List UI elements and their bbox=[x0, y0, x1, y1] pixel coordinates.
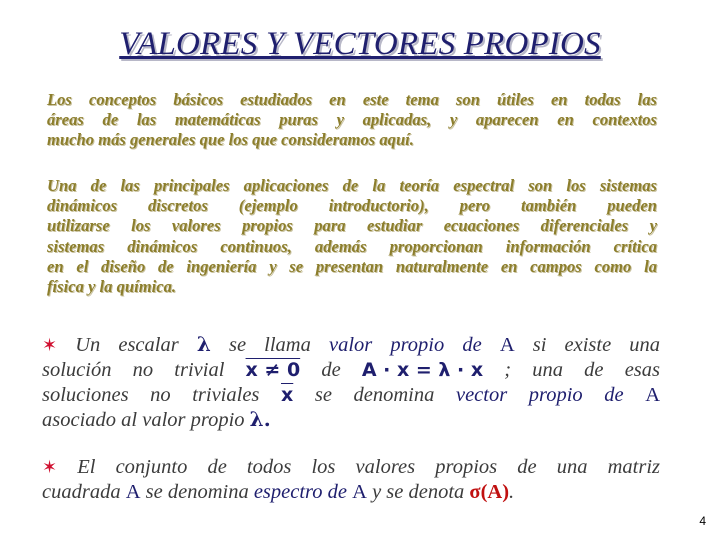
bullet-text: asociado al valor propio bbox=[42, 409, 245, 432]
applications-line: sistemas dinámicos continuos, además proporcionan información crítica bbox=[47, 236, 657, 256]
spectrum-bullet bbox=[42, 455, 660, 505]
applications-line: en el diseño de ingeniería y se presentan naturalmente en campos como la bbox=[47, 256, 657, 276]
term-espectro: espectro de bbox=[253, 480, 347, 503]
period: . bbox=[263, 407, 271, 432]
intro-line: mucho más generales que los que consideramos aquí. bbox=[47, 130, 414, 150]
star-bullet-icon: ✶ bbox=[42, 335, 58, 355]
bullet-text: cuadrada bbox=[42, 480, 121, 503]
bullet-text: solución no trivial bbox=[42, 358, 225, 381]
applications-paragraph bbox=[47, 176, 657, 297]
intro-paragraph bbox=[47, 90, 657, 151]
bullet-text: ; una de esas bbox=[504, 358, 660, 381]
bullet-text: El conjunto de todos los valores propios de una matriz bbox=[77, 456, 661, 478]
applications-line: Una de las principales aplicaciones de la teoría espectral son los sistemas bbox=[47, 176, 657, 195]
matrix-a: A bbox=[352, 480, 367, 503]
bullet-text: se denomina bbox=[314, 383, 435, 406]
math-eigen-equation: A · x = λ · x bbox=[361, 358, 484, 381]
star-bullet-icon: ✶ bbox=[42, 457, 58, 477]
matrix-a: A bbox=[645, 383, 661, 406]
spectrum-line bbox=[42, 480, 660, 505]
definition-bullet bbox=[42, 332, 660, 433]
bullet-text: soluciones no triviales bbox=[42, 383, 260, 406]
bullet-text: se denomina bbox=[145, 480, 249, 503]
applications-line: física y la química. bbox=[47, 277, 177, 297]
bullet-text: se llama bbox=[228, 334, 311, 356]
slide-title: VALORES Y VECTORES PROPIOS bbox=[119, 26, 601, 62]
lambda-symbol: λ bbox=[249, 407, 264, 432]
math-x: $\overline{x}$ bbox=[281, 383, 294, 406]
definition-line bbox=[42, 358, 660, 383]
bullet-text: de bbox=[321, 358, 341, 381]
bullet-text: si existe una bbox=[532, 334, 661, 356]
page-number: 4 bbox=[699, 514, 706, 528]
matrix-a: A bbox=[499, 334, 515, 356]
definition-line bbox=[42, 407, 660, 433]
matrix-a: A bbox=[125, 480, 141, 503]
bullet-text: y se denota bbox=[372, 480, 465, 503]
math-x-not-zero bbox=[246, 358, 301, 383]
term-vector-propio: vector propio de bbox=[455, 383, 624, 406]
definition-line bbox=[42, 332, 660, 358]
applications-line: utilizarse los valores propios para estudiar ecuaciones diferenciales y bbox=[47, 216, 657, 236]
intro-line: áreas de las matemáticas puras y aplicadas, y aparecen en contextos bbox=[47, 110, 657, 130]
math-text: x ≠ 0 bbox=[245, 358, 301, 381]
bullet-text: Un escalar bbox=[75, 334, 179, 356]
spectrum-line bbox=[42, 455, 660, 480]
intro-line: Los conceptos básicos estudiados en este tema son útiles en todas las bbox=[47, 90, 657, 109]
definition-line bbox=[42, 383, 660, 408]
applications-line: dinámicos discretos (ejemplo introductorio), pero también pueden bbox=[47, 196, 657, 216]
period: . bbox=[509, 480, 515, 503]
term-valor-propio: valor propio de bbox=[328, 334, 482, 356]
sigma-notation: σ(A) bbox=[469, 480, 510, 503]
lambda-symbol: λ bbox=[196, 332, 211, 356]
